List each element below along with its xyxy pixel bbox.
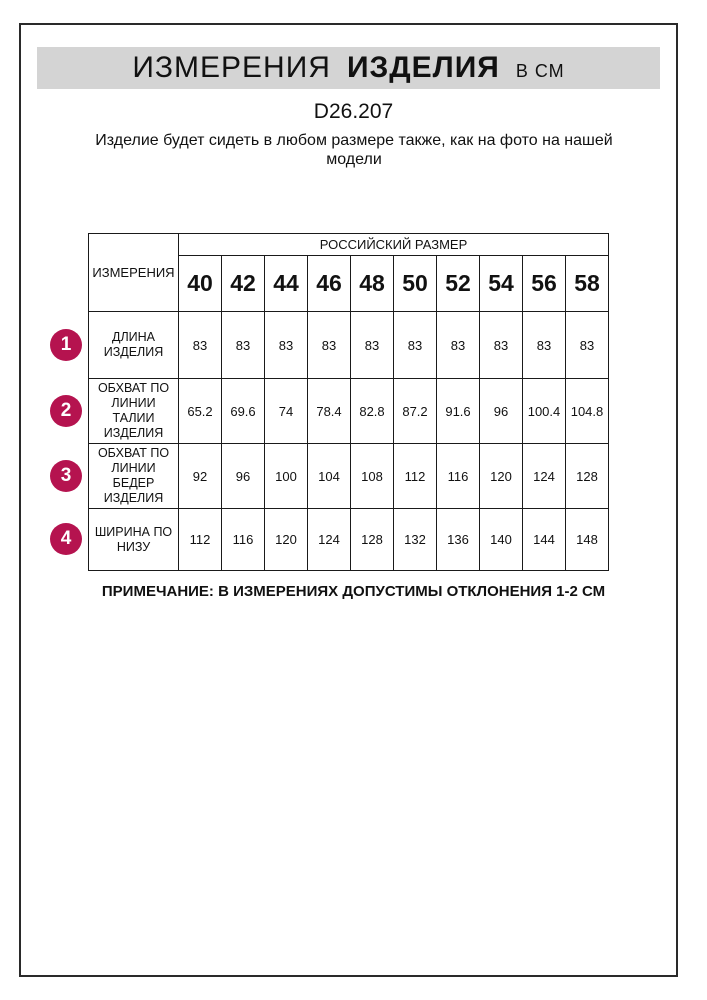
measurement-value: 83 — [480, 312, 523, 379]
measurement-value: 83 — [437, 312, 480, 379]
size-column-header-50: 50 — [394, 256, 437, 312]
measurement-value: 83 — [179, 312, 222, 379]
tolerance-note: ПРИМЕЧАНИЕ: В ИЗМЕРЕНИЯХ ДОПУСТИМЫ ОТКЛОНЕНИЯ 1-2 СМ — [101, 583, 606, 600]
measurement-value: 104 — [308, 444, 351, 509]
measurement-value: 83 — [351, 312, 394, 379]
measurement-value: 144 — [523, 509, 566, 571]
size-column-header-48: 48 — [351, 256, 394, 312]
measurement-value: 82.8 — [351, 379, 394, 444]
measurement-value: 83 — [222, 312, 265, 379]
measurement-value: 91.6 — [437, 379, 480, 444]
measurement-value: 120 — [265, 509, 308, 571]
measurement-value: 100.4 — [523, 379, 566, 444]
measurement-value: 69.6 — [222, 379, 265, 444]
size-column-header-52: 52 — [437, 256, 480, 312]
measurement-value: 65.2 — [179, 379, 222, 444]
article-code: D26.207 — [313, 100, 394, 123]
fit-description: Изделие будет сидеть в любом размере также, как на фото на нашей модели — [95, 132, 613, 168]
row-number-badge-1: 1 — [50, 329, 82, 361]
row-number-badge-2: 2 — [50, 395, 82, 427]
corner-header-measurements: ИЗМЕРЕНИЯ — [89, 234, 179, 312]
measurement-value: 83 — [308, 312, 351, 379]
measurement-value: 104.8 — [566, 379, 609, 444]
measurement-value: 96 — [222, 444, 265, 509]
measurement-value: 100 — [265, 444, 308, 509]
table-group-header-row — [89, 234, 609, 256]
title-measurements: ИЗМЕРЕНИЯ — [132, 51, 331, 84]
size-column-header-44: 44 — [265, 256, 308, 312]
measurement-value: 78.4 — [308, 379, 351, 444]
measurement-value: 128 — [351, 509, 394, 571]
measurement-value: 120 — [480, 444, 523, 509]
size-column-header-40: 40 — [179, 256, 222, 312]
size-column-header-42: 42 — [222, 256, 265, 312]
measurement-value: 116 — [222, 509, 265, 571]
measurement-value: 128 — [566, 444, 609, 509]
measurement-value: 108 — [351, 444, 394, 509]
measurement-value: 87.2 — [394, 379, 437, 444]
title-bar — [37, 47, 660, 89]
measurement-value: 124 — [308, 509, 351, 571]
measurement-row-3 — [89, 444, 609, 509]
row-number-badge-4: 4 — [50, 523, 82, 555]
measurement-row-2 — [89, 379, 609, 444]
size-column-header-56: 56 — [523, 256, 566, 312]
measurement-value: 83 — [566, 312, 609, 379]
measurement-row-1 — [89, 312, 609, 379]
measurement-value: 124 — [523, 444, 566, 509]
russian-size-group-header: РОССИЙСКИЙ РАЗМЕР — [179, 234, 609, 256]
measurement-label: ОБХВАТ ПО ЛИНИИ ТАЛИИ ИЗДЕЛИЯ — [89, 379, 179, 444]
size-column-header-58: 58 — [566, 256, 609, 312]
measurement-value: 112 — [394, 444, 437, 509]
size-column-header-46: 46 — [308, 256, 351, 312]
measurement-value: 92 — [179, 444, 222, 509]
measurement-value: 136 — [437, 509, 480, 571]
title-units: В СМ — [515, 61, 565, 81]
measurement-value: 83 — [394, 312, 437, 379]
measurement-value: 83 — [265, 312, 308, 379]
measurement-value: 112 — [179, 509, 222, 571]
measurement-value: 140 — [480, 509, 523, 571]
measurement-value: 148 — [566, 509, 609, 571]
measurement-label: ОБХВАТ ПО ЛИНИИ БЕДЕР ИЗДЕЛИЯ — [89, 444, 179, 509]
measurement-label: ШИРИНА ПО НИЗУ — [89, 509, 179, 571]
measurement-value: 96 — [480, 379, 523, 444]
measurement-row-4 — [89, 509, 609, 571]
measurement-value: 116 — [437, 444, 480, 509]
title-product: ИЗДЕЛИЯ — [346, 51, 500, 84]
size-column-header-54: 54 — [480, 256, 523, 312]
measurement-value: 132 — [394, 509, 437, 571]
size-measurements-table — [88, 233, 609, 571]
measurement-value: 83 — [523, 312, 566, 379]
measurement-label: ДЛИНА ИЗДЕЛИЯ — [89, 312, 179, 379]
measurement-value: 74 — [265, 379, 308, 444]
row-number-badge-3: 3 — [50, 460, 82, 492]
